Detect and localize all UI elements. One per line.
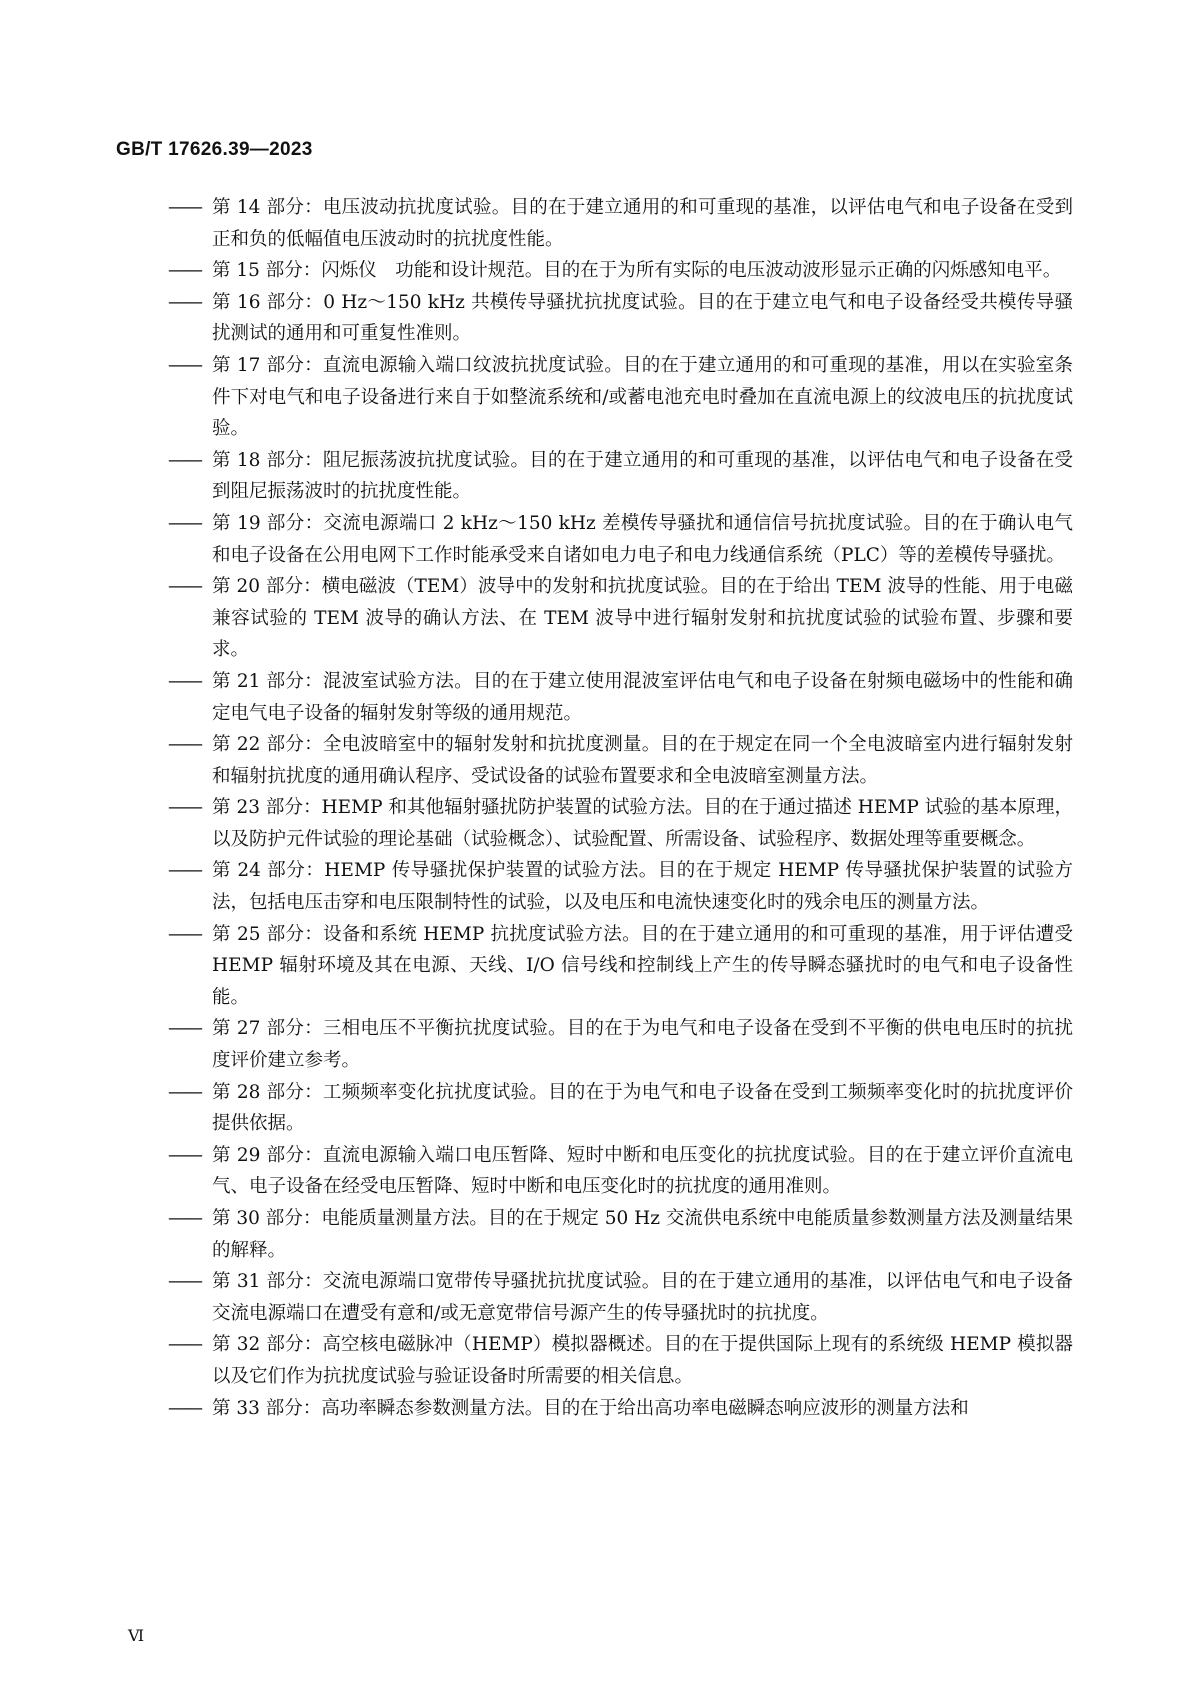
list-item: [168, 855, 1073, 918]
item-text: 第 22 部分：全电波暗室中的辐射发射和抗扰度测量。目的在于规定在同一个全电波暗室内进行辐射发射和辐射抗扰度的通用确认程序、受试设备的试验布置要求和全电波暗室测量方法。: [212, 734, 1073, 787]
item-dash: ——: [168, 1018, 201, 1040]
item-dash: ——: [168, 260, 201, 282]
item-text: 第 19 部分：交流电源端口 2 kHz～150 kHz 差模传导骚扰和通信信号抗扰度试验。目的在于确认电气和电子设备在公用电网下工作时能承受来自诸如电力电子和电力线通信系统（PLC）等的差模传导骚扰。: [212, 512, 1073, 566]
item-dash: ——: [168, 512, 201, 534]
item-text: 第 25 部分：设备和系统 HEMP 抗扰度试验方法。目的在于建立通用的和可重现的基准，用于评估遭受 HEMP 辐射环境及其在电源、天线、I/O 信号线和控制线上产生的传导瞬态骚扰时的电气和电子设备性能。: [212, 923, 1073, 1008]
item-dash: ——: [168, 670, 201, 692]
list-item: [168, 1266, 1073, 1329]
item-text: 第 18 部分：阻尼振荡波抗扰度试验。目的在于建立通用的和可重现的基准，以评估电气和电子设备在受到阻尼振荡波时的抗扰度性能。: [212, 449, 1073, 503]
item-text: 第 29 部分：直流电源输入端口电压暂降、短时中断和电压变化的抗扰度试验。目的在于建立评价直流电气、电子设备在经受电压暂降、短时中断和电压变化时的抗扰度的通用准则。: [212, 1144, 1073, 1198]
item-text: 第 33 部分：高功率瞬态参数测量方法。目的在于给出高功率电磁瞬态响应波形的测量方法和: [212, 1397, 969, 1419]
item-dash: ——: [168, 1144, 201, 1166]
item-dash: ——: [168, 1334, 201, 1356]
item-text: 第 17 部分：直流电源输入端口纹波抗扰度试验。目的在于建立通用的和可重现的基准，用以在实验室条件下对电气和电子设备进行来自于如整流系统和/或蓄电池充电时叠加在直流电源上的纹波电压的抗扰度试验。: [212, 354, 1073, 440]
item-text: 第 30 部分：电能质量测量方法。目的在于规定 50 Hz 交流供电系统中电能质量参数测量方法及测量结果的解释。: [212, 1208, 1073, 1261]
list-item: [168, 508, 1073, 571]
item-text: 第 14 部分：电压波动抗扰度试验。目的在于建立通用的和可重现的基准，以评估电气和电子设备在受到正和负的低幅值电压波动时的抗扰度性能。: [212, 197, 1073, 250]
item-dash: ——: [168, 734, 201, 756]
document-number: GB/T 17626.39—2023: [116, 139, 313, 160]
item-dash: ——: [168, 860, 201, 882]
item-dash: ——: [168, 1271, 201, 1293]
list-item: [168, 445, 1073, 508]
item-dash: ——: [168, 1208, 201, 1229]
item-text: 第 28 部分：工频频率变化抗扰度试验。目的在于为电气和电子设备在受到工频频率变化时的抗扰度评价提供依据。: [212, 1081, 1073, 1135]
list-item: [168, 919, 1073, 1014]
item-text: 第 23 部分：HEMP 和其他辐射骚扰防护装置的试验方法。目的在于通过描述 HEMP 试验的基本原理，以及防护元件试验的理论基础（试验概念）、试验配置、所需设备、试验程序、数据处理等重要概念。: [212, 797, 1073, 850]
list-item: [168, 729, 1073, 792]
item-dash: ——: [168, 1397, 201, 1419]
item-text: 第 24 部分：HEMP 传导骚扰保护装置的试验方法。目的在于规定 HEMP 传导骚扰保护装置的试验方法，包括电压击穿和电压限制特性的试验，以及电压和电流快速变化时的残余电压的测量方法。: [212, 860, 1073, 914]
item-text: 第 16 部分：0 Hz～150 kHz 共模传导骚扰抗扰度试验。目的在于建立电气和电子设备经受共模传导骚扰测试的通用和可重复性准则。: [212, 291, 1073, 345]
item-dash: ——: [168, 449, 201, 471]
item-text: 第 15 部分：闪烁仪 功能和设计规范。目的在于为所有实际的电压波动波形显示正确的闪烁感知电平。: [212, 260, 1062, 282]
list-item: [168, 792, 1073, 855]
list-item: [168, 192, 1073, 255]
item-text: 第 32 部分：高空核电磁脉冲（HEMP）模拟器概述。目的在于提供国际上现有的系统级 HEMP 模拟器以及它们作为抗扰度试验与验证设备时所需要的相关信息。: [212, 1334, 1073, 1387]
list-item: [168, 1393, 1073, 1425]
list-item: [168, 666, 1073, 729]
list-item: [168, 1077, 1073, 1140]
list-item: [168, 1140, 1073, 1203]
item-dash: ——: [168, 291, 201, 313]
item-text: 第 31 部分：交流电源端口宽带传导骚扰抗扰度试验。目的在于建立通用的基准，以评估电气和电子设备交流电源端口在遭受有意和/或无意宽带信号源产生的传导骚扰时的抗扰度。: [212, 1271, 1073, 1324]
item-text: 第 21 部分：混波室试验方法。目的在于建立使用混波室评估电气和电子设备在射频电磁场中的性能和确定电气电子设备的辐射发射等级的通用规范。: [212, 670, 1073, 724]
item-dash: ——: [168, 354, 201, 376]
page-number: Ⅵ: [128, 1626, 145, 1645]
list-item: [168, 571, 1073, 666]
list-item: [168, 1203, 1073, 1266]
list-item: [168, 1013, 1073, 1076]
item-text: 第 20 部分：横电磁波（TEM）波导中的发射和抗扰度试验。目的在于给出 TEM 波导的性能、用于电磁兼容试验的 TEM 波导的确认方法、在 TEM 波导中进行辐射发射和抗扰度试验的试验布置、步骤和要求。: [212, 576, 1073, 661]
list-item: [168, 350, 1073, 445]
list-item: [168, 1329, 1073, 1392]
item-dash: ——: [168, 1081, 201, 1103]
item-dash: ——: [168, 923, 201, 945]
item-text: 第 27 部分：三相电压不平衡抗扰度试验。目的在于为电气和电子设备在受到不平衡的供电电压时的抗扰度评价建立参考。: [212, 1018, 1073, 1072]
item-dash: ——: [168, 797, 201, 819]
item-dash: ——: [168, 576, 201, 598]
standard-parts-list: [168, 192, 1073, 1424]
list-item: [168, 255, 1073, 287]
list-item: [168, 287, 1073, 350]
item-dash: ——: [168, 197, 201, 218]
